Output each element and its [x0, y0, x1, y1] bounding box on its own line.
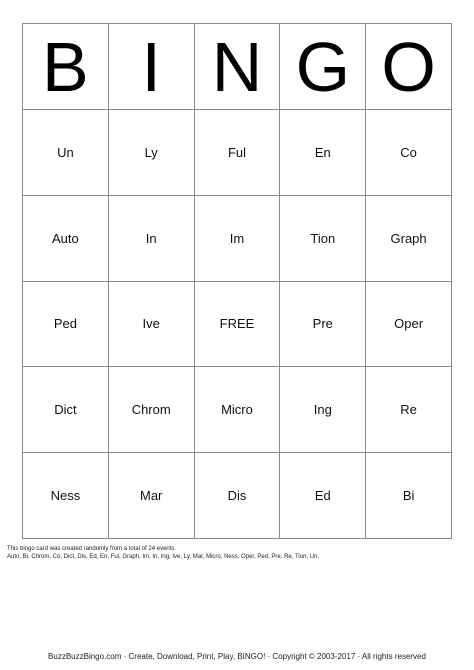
bingo-cell: Mar	[109, 453, 195, 539]
bingo-cell: Dict	[23, 367, 109, 453]
bingo-cell: Ly	[109, 110, 195, 196]
bingo-cell: Ness	[23, 453, 109, 539]
bingo-cell: Pre	[280, 282, 366, 368]
bingo-cell: Tion	[280, 196, 366, 282]
bingo-cell: Micro	[195, 367, 281, 453]
bingo-cell: Bi	[366, 453, 452, 539]
bingo-cell: Oper	[366, 282, 452, 368]
bingo-cell: Re	[366, 367, 452, 453]
header-letter-g: G	[280, 24, 366, 110]
bingo-cell: Ped	[23, 282, 109, 368]
bingo-cell: Ive	[109, 282, 195, 368]
bingo-cell: Ful	[195, 110, 281, 196]
bingo-cell: In	[109, 196, 195, 282]
bingo-cell: En	[280, 110, 366, 196]
bingo-cell: Dis	[195, 453, 281, 539]
bingo-cell: Un	[23, 110, 109, 196]
header-letter-i: I	[109, 24, 195, 110]
bingo-card	[22, 23, 452, 539]
bingo-cell: Auto	[23, 196, 109, 282]
header-letter-o: O	[366, 24, 452, 110]
bingo-cell: Im	[195, 196, 281, 282]
bingo-cell: Co	[366, 110, 452, 196]
bingo-cell: Chrom	[109, 367, 195, 453]
bingo-cell: Graph	[366, 196, 452, 282]
generation-note: This bingo card was created randomly from a total of 24 events.	[7, 546, 177, 552]
free-space-cell: FREE	[195, 282, 281, 368]
bingo-cell: Ing	[280, 367, 366, 453]
copyright-footer: BuzzBuzzBingo.com · Create, Download, Print, Play, BINGO! · Copyright © 2003-2017 · All rights reserved	[48, 652, 426, 661]
header-letter-n: N	[195, 24, 281, 110]
bingo-cell: Ed	[280, 453, 366, 539]
event-list: Auto, Bi, Chrom, Co, Dict, Dis, Ed, En, Ful, Graph, Im, In, Ing, Ive, Ly, Mar, Micro, Ness, Oper, Ped, Pre, Re, Tion, Un.	[7, 554, 320, 560]
header-letter-b: B	[23, 24, 109, 110]
